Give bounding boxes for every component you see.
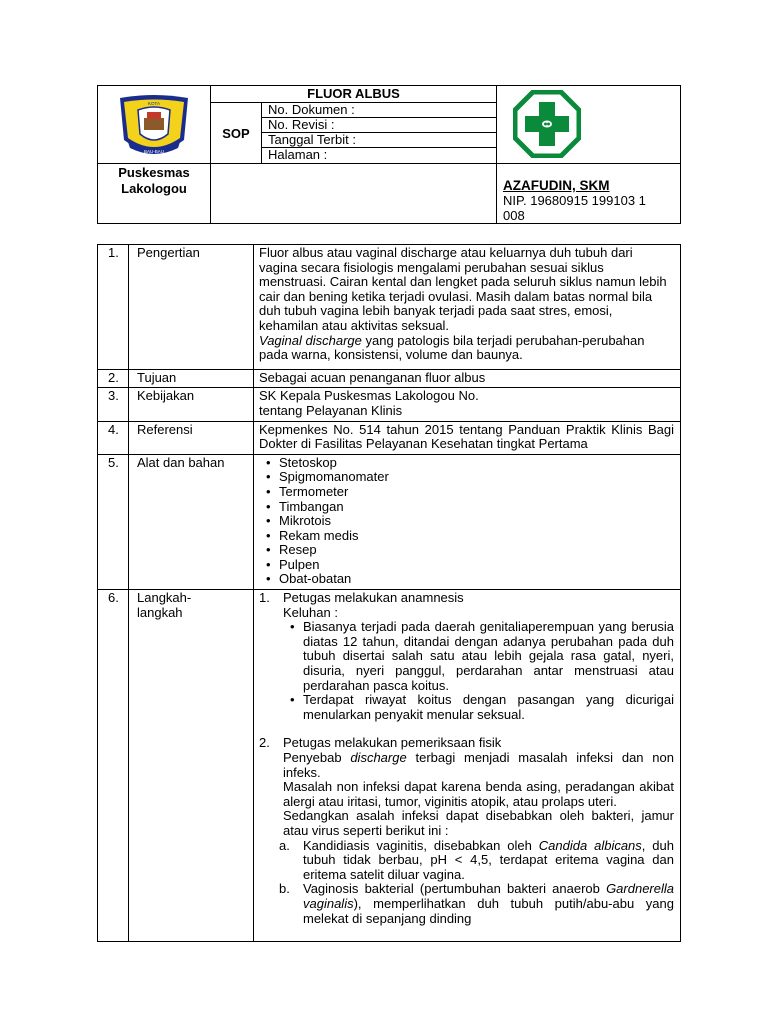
list-item: • Pulpen xyxy=(279,558,674,573)
list-item: • Terdapat riwayat koitus dengan pasangan yang dicurigai menularkan penyakit menular seksual. xyxy=(303,693,674,722)
list-item: a. Kandidiasis vaginitis, disebabkan oleh Candida albicans, duh tubuh tidak berbau, pH < 4,5, terdapat eritema vagina dan eritema satelit diluar vagina. xyxy=(279,837,675,882)
sop-label: SOP xyxy=(211,103,262,164)
list-item: b. Vaginosis bakterial (pertumbuhan bakteri anaerob Gardnerella vaginalis), memperlihatkan duh tubuh putih/abu-abu yang melekat di sepanjang dinding xyxy=(279,881,674,926)
step-1: 1. Petugas melakukan anamnesis Keluhan : • Biasanya terjadi pada daerah genitaliaperempuan yang berusia diatas 12 tahun, ditandai dengan adanya perubahan pada duh tubuh disertai salah satu atau lebih gejala rasa gatal, nyeri, disuria, nyeri panggul, perdarahan antar menstruasi atau perdarahan pasca koitus. • Terdapat riwayat koitus dengan pasangan yang dicurigai menularkan penyakit menular seksual. xyxy=(259,591,674,722)
signer-nip: NIP. 19680915 199103 1 xyxy=(503,193,646,208)
issue-date-field: Tanggal Terbit : xyxy=(262,133,496,148)
list-item: • Timbangan xyxy=(279,500,674,515)
list-item: • Mikrotois xyxy=(279,514,674,529)
list-item: • Spigmomanomater xyxy=(279,470,674,485)
document-title: FLUOR ALBUS xyxy=(211,86,496,103)
city-emblem-icon xyxy=(114,92,194,160)
signer-nip-cont: 008 xyxy=(503,208,525,223)
table-row: 5. Alat dan bahan • Stetoskop • Spigmomanomater • Termometer • Timbangan • Mikrotois • Rekam medis • Resep • Pulpen • Obat-obatan xyxy=(98,454,681,589)
empty-cell xyxy=(211,164,497,224)
header-table xyxy=(97,85,681,224)
definition-text: Fluor albus atau vaginal discharge atau keluarnya duh tubuh dari vagina secara fisiologis mengalami perubahan sesuai siklus menstruasi. Cairan kental dan lengket pada seluruh siklus namun lebih cair dan bening ketika terjadi ovulasi. Masih dalam batas normal bila duh tubuh vagina lebih banyak terjadi pada saat stres, emosi, kehamilan atau aktivitas seksual. Vaginal discharge yang patologis bila terjadi perubahan-perubahan pada warna, konsistensi, volume dan baunya. xyxy=(254,245,681,370)
tools-list xyxy=(254,454,681,589)
list-item: • Rekam medis xyxy=(279,529,674,544)
table-row: 4. Referensi Kepmenkes No. 514 tahun 2015 tentang Panduan Praktik Klinis Bagi Dokter di Fasilitas Pelayanan Kesehatan tingkat Pertama xyxy=(98,421,681,454)
table-row: 6. Langkah- langkah 1. Petugas melakukan anamnesis Keluhan : • Biasanya terjadi pada daerah genitaliaperempuan yang berusia diatas 12 tahun, ditandai dengan adanya perubahan pada duh tubuh disertai salah satu atau lebih gejala rasa gatal, nyeri, disuria, nyeri panggul, perdarahan antar menstruasi atau perdarahan pasca koitus. • Terdapat riwayat koitus dengan pasangan yang dicurigai menularkan penyakit menular seksual. 2. Petugas melakukan pemeriksaan fisik Penyebab discharge terbagi menjadi masalah infeksi dan non infeks. Masalah non infeksi dapat karena benda asing, peradangan akibat alergi atau iritasi, tumor, viginitis atopik, atau prolaps uteri. Sedangkan asalah infeksi dapat disebabkan oleh bakteri, jamur atau virus seperti berikut ini : a. Kandidiasis vaginitis, disebabkan oleh Candida albicans, duh tubuh tidak berbau, pH < 4,5, terdapat eritema vagina dan eritema satelit diluar vagina. b. Vaginosis bakterial (pertumbuhan bakteri anaerob Gardnerella vaginalis), memperlihatkan duh tubuh putih/abu-abu yang melekat di sepanjang dinding xyxy=(98,590,681,942)
steps-content xyxy=(254,590,681,942)
procedure-table xyxy=(97,244,681,942)
table-row: 3. Kebijakan SK Kepala Puskesmas Lakologou No. tentang Pelayanan Klinis xyxy=(98,388,681,421)
step-2: 2. Petugas melakukan pemeriksaan fisik Penyebab discharge terbagi menjadi masalah infeksi dan non infeks. Masalah non infeksi dapat karena benda asing, peradangan akibat alergi atau iritasi, tumor, viginitis atopik, atau prolaps uteri. Sedangkan asalah infeksi dapat disebabkan oleh bakteri, jamur atau virus seperti berikut ini : a. Kandidiasis vaginitis, disebabkan oleh Candida albicans, duh tubuh tidak berbau, pH < 4,5, terdapat eritema vagina dan eritema satelit diluar vagina. b. Vaginosis bakterial (pertumbuhan bakteri anaerob Gardnerella vaginalis), memperlihatkan duh tubuh putih/abu-abu yang melekat di sepanjang dinding xyxy=(259,735,675,926)
organization-name: Puskesmas Lakologou xyxy=(98,164,211,224)
puskesmas-cross-icon xyxy=(513,90,581,158)
list-item: • Termometer xyxy=(279,485,674,500)
signer-name: AZAFUDIN, SKM xyxy=(503,178,610,193)
health-logo-cell xyxy=(497,86,681,164)
table-row: 2. Tujuan Sebagai acuan penanganan fluor albus xyxy=(98,369,681,388)
sop-info-cell xyxy=(211,86,497,164)
list-item: • Resep xyxy=(279,543,674,558)
signer-block xyxy=(497,164,681,224)
list-item: • Biasanya terjadi pada daerah genitaliaperempuan yang berusia diatas 12 tahun, ditandai dengan adanya perubahan pada duh tubuh disertai salah satu atau lebih gejala rasa gatal, nyeri, disuria, nyeri panggul, perdarahan antar menstruasi atau perdarahan pasca koitus. xyxy=(303,620,674,693)
svg-text:BAU-BAU: BAU-BAU xyxy=(143,149,165,154)
table-row: 1. Pengertian Fluor albus atau vaginal discharge atau keluarnya duh tubuh dari vagina secara fisiologis mengalami perubahan sesuai siklus menstruasi. Cairan kental dan lengket pada seluruh siklus namun lebih cair dan bening ketika terjadi ovulasi. Masih dalam batas normal bila duh tubuh vagina lebih banyak terjadi pada saat stres, emosi, kehamilan atau aktivitas seksual. Vaginal discharge yang patologis bila terjadi perubahan-perubahan pada warna, konsistensi, volume dan baunya. xyxy=(98,245,681,370)
doc-number-field: No. Dokumen : xyxy=(262,103,496,118)
svg-text:KOTA: KOTA xyxy=(148,101,160,106)
list-item: • Obat-obatan xyxy=(279,572,674,587)
page-field: Halaman : xyxy=(268,147,328,162)
list-item: • Stetoskop xyxy=(279,456,674,471)
revision-field: No. Revisi : xyxy=(262,118,496,133)
city-logo-cell xyxy=(98,86,211,164)
